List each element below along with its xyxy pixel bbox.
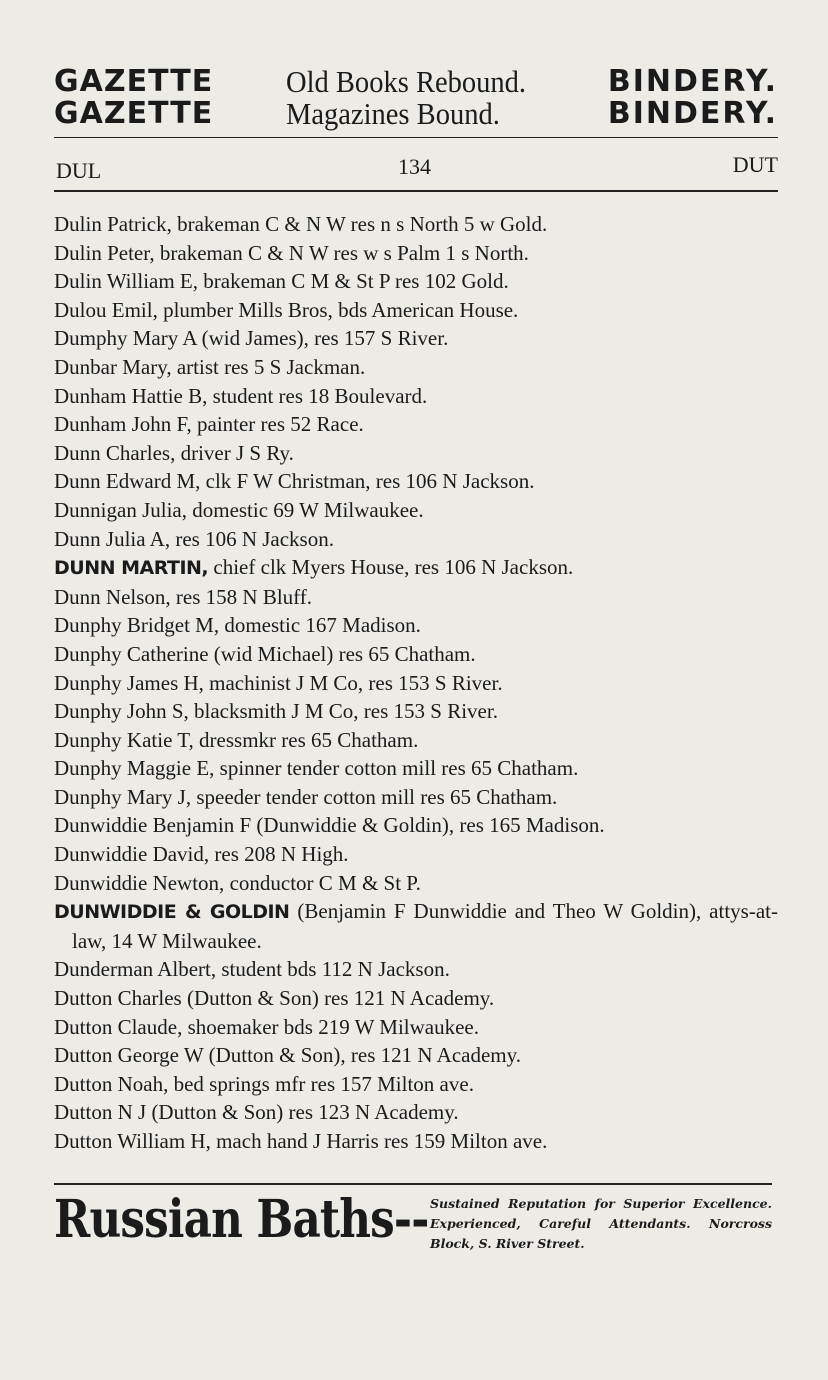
directory-entry [54,583,778,612]
entry-name: Dulin Patrick, [54,212,172,236]
entry-name: Dutton Claude, [54,1014,183,1039]
entry-name: Dunderman Albert, [54,957,217,982]
entry-details: res 158 N Bluff. [170,584,313,609]
entry-details: student bds 112 N Jackson. [216,957,450,982]
directory-entry [54,669,778,698]
entry-details: chief clk Myers House, res 106 N Jackson. [208,555,574,580]
header-rule [54,137,778,138]
entry-details: (Dutton & Son) res 121 N Academy. [181,986,495,1011]
entry-name: DUNN MARTIN, [54,557,209,580]
header-ad-line-1 [54,66,778,98]
entry-details: mach hand J Harris res 159 Milton ave. [210,1129,548,1153]
header-advertisement [54,66,778,136]
entry-details: res 106 N Jackson. [170,526,334,551]
russian-baths-headline: Russian Baths-- [54,1189,429,1250]
entry-name: Dunn Charles, [54,440,176,465]
entry-name: Dunn Julia A, [54,526,171,551]
directory-entry [54,467,778,496]
entry-name: Dunphy Mary J, [54,784,192,809]
directory-entry [54,296,778,325]
bindery-word: BINDERY. [607,96,778,131]
entry-name: Dunham Hattie B, [54,383,208,408]
directory-entry [54,840,778,869]
entry-details: brakeman C M & St P res 102 Gold. [198,269,509,294]
entry-details: domestic 69 W Milwaukee. [186,497,424,522]
running-head-right: DUT [732,152,778,177]
entry-details: domestic 167 Madison. [219,613,421,638]
entry-details: (Benjamin F Dunwiddie and Theo W Goldin), attys-at-law, 14 W Milwaukee. [72,899,778,953]
directory-entry [54,324,778,353]
entry-name: Dumphy Mary A [54,326,197,351]
entry-details: shoemaker bds 219 W Milwaukee. [182,1014,479,1039]
entry-details: clk F W Christman, res 106 N Jackson. [200,469,535,494]
old-books-rebound: Old Books Rebound. [286,64,527,99]
directory-entry [54,869,778,898]
directory-entry [54,410,778,439]
directory-entry [54,267,778,296]
bindery-word: BINDERY. [607,64,778,99]
header-ad-line-2 [54,98,778,130]
directory-entry [54,1098,778,1127]
entry-name: Dutton William H, [54,1129,211,1153]
entry-name: Dunphy Bridget M, [54,613,220,638]
footer-advertisement [54,1188,772,1258]
directory-entry [54,525,778,554]
page-number: 134 [398,154,431,179]
entry-name: Dunbar Mary, [54,354,172,379]
directory-entry [54,239,778,268]
directory-entry [54,353,778,382]
entry-details: brakeman C & N W res n s North 5 w Gold. [171,212,548,236]
directory-entry [54,955,778,984]
entry-name: Dunphy Maggie E, [54,756,215,781]
entry-details: spinner tender cotton mill res 65 Chatham. [214,756,579,781]
entry-details: dressmkr res 65 Chatham. [193,727,419,752]
directory-entry [54,697,778,726]
directory-entry [54,1013,778,1042]
directory-entry [54,811,778,840]
directory-entry [54,1041,778,1070]
entry-name: Dunham John F, [54,412,192,437]
entry-details: speeder tender cotton mill res 65 Chatham. [191,784,558,809]
running-head-left: DUL [56,158,102,183]
entry-name: Dunphy Catherine [54,641,209,666]
directory-entry [54,984,778,1013]
directory-entry [54,1127,778,1156]
directory-entry [54,439,778,468]
entry-details: blacksmith J M Co, res 153 S River. [188,699,498,724]
entry-details: artist res 5 S Jackman. [171,354,366,379]
entry-name: Dunn Nelson, [54,584,171,609]
directory-entry [54,553,778,583]
directory-entry [54,783,778,812]
entry-details: bed springs mfr res 157 Milton ave. [168,1071,474,1096]
directory-entries [54,210,778,1156]
entry-name: DUNWIDDIE & GOLDIN [54,901,290,924]
entry-name: Dulin William E, [54,269,199,294]
entry-name: Dulou Emil, [54,297,158,322]
entry-details: res 208 N High. [209,842,349,867]
magazines-bound: Magazines Bound. [286,96,500,131]
entry-details: (Dutton & Son) res 123 N Academy. [146,1100,459,1125]
directory-entry [54,754,778,783]
entry-name: Dunphy John S, [54,699,189,724]
directory-entry [54,611,778,640]
entry-details: (Dunwiddie & Goldin), res 165 Madison. [251,813,605,838]
directory-entry [54,210,778,239]
directory-entry [54,897,778,955]
entry-name: Dunphy James H, [54,670,204,695]
running-head-rule [54,190,778,192]
entry-details: machinist J M Co, res 153 S River. [203,670,503,695]
entry-details: (wid James), res 157 S River. [196,326,449,351]
entry-name: Dunn Edward M, [54,469,201,494]
footer-rule [54,1183,772,1185]
entry-details: conductor C M & St P. [224,870,421,895]
entry-details: (wid Michael) res 65 Chatham. [208,641,476,666]
gazette-word: GAZETTE [54,64,214,99]
directory-entry [54,382,778,411]
entry-name: Dunnigan Julia, [54,497,187,522]
entry-name: Dutton N J [54,1100,147,1125]
entry-details: driver J S Ry. [175,440,294,465]
entry-details: plumber Mills Bros, bds American House. [157,297,519,322]
directory-entry [54,640,778,669]
running-head [54,152,778,182]
entry-details: brakeman C & N W res w s Palm 1 s North. [154,240,529,265]
entry-details: student res 18 Boulevard. [207,383,428,408]
entry-name: Dunphy Katie T, [54,727,194,752]
entry-details: painter res 52 Race. [191,412,364,437]
entry-name: Dunwiddie Benjamin F [54,813,252,838]
entry-name: Dutton Noah, [54,1071,169,1096]
gazette-word: GAZETTE [54,96,214,131]
entry-name: Dulin Peter, [54,240,155,265]
entry-details: (Dutton & Son), res 121 N Academy. [203,1043,522,1068]
directory-entry [54,496,778,525]
entry-name: Dunwiddie David, [54,842,210,867]
directory-entry [54,726,778,755]
entry-name: Dunwiddie Newton, [54,870,225,895]
directory-entry [54,1070,778,1099]
russian-baths-tagline: Sustained Reputation for Superior Excellence. Experienced, Careful Attendants. Norcross Block, S. River Street. [430,1196,772,1251]
entry-name: Dutton George W [54,1043,204,1068]
entry-name: Dutton Charles [54,986,182,1011]
